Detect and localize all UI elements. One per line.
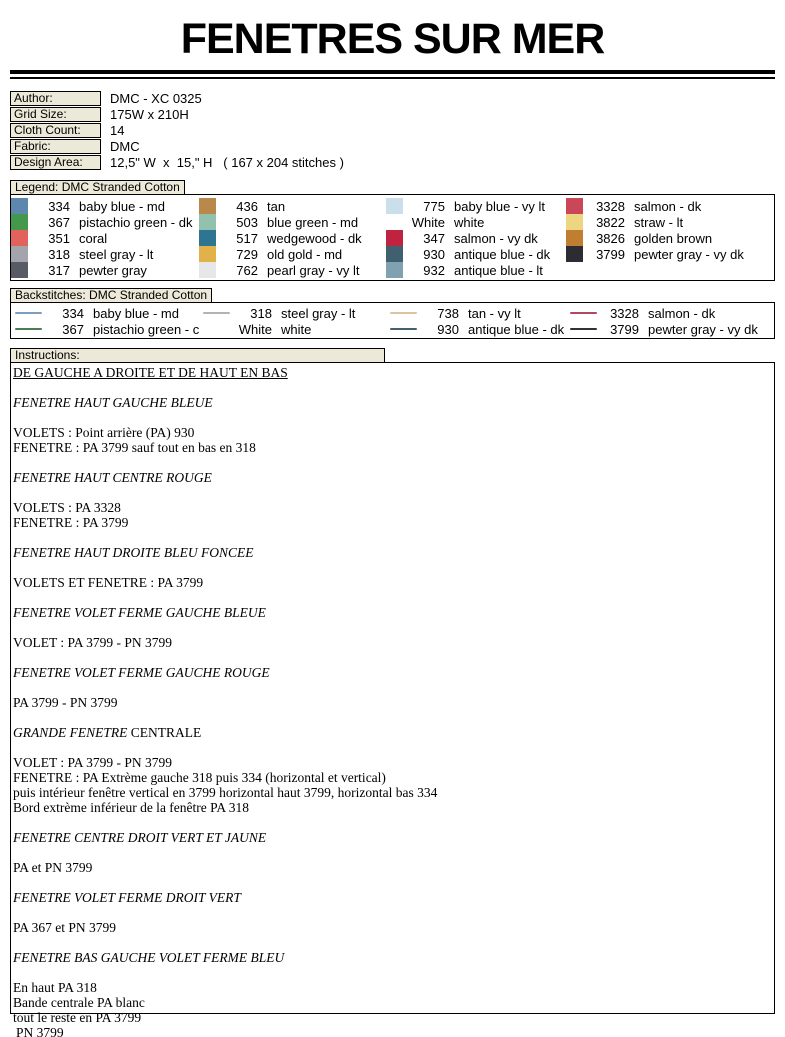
color-name: antique blue - lt [454,262,543,278]
legend-entry [199,198,386,214]
legend-column [11,305,199,337]
legend-section [0,180,785,281]
instruction-line: VOLETS : Point arrière (PA) 930 [13,425,195,440]
color-swatch [199,214,216,230]
metadata-row [10,107,785,122]
instruction-section [13,830,775,875]
color-code: 367 [48,214,70,230]
instruction-line: FENETRE : PA 3799 sauf tout en bas en 318 [13,440,256,455]
color-code: 318 [48,246,70,262]
title-divider [10,70,775,79]
metadata-row [10,123,785,138]
backstitch-line-swatch [390,328,417,330]
metadata-value: DMC - XC 0325 [110,91,202,106]
color-swatch [566,246,583,262]
legend-entry [11,262,199,278]
backstitch-line-swatch [203,328,230,330]
color-code: 762 [236,262,258,278]
backstitch-entry [566,321,774,337]
backstitch-line-swatch [390,312,417,314]
instruction-line: Bord extrème inférieur de la fenêtre PA 318 [13,800,250,815]
color-name: white [281,321,312,337]
legend-entry [199,262,386,278]
color-code: 503 [236,214,258,230]
metadata-table [10,91,785,170]
color-code: 932 [423,262,445,278]
color-code: 775 [423,198,445,214]
color-name: antique blue - dk [454,246,551,262]
color-name: pistachio green - c [93,321,200,337]
legend-entry [566,198,774,214]
instructions-section [0,348,785,1037]
color-name: old gold - md [267,246,343,262]
color-swatch [199,246,216,262]
instruction-section [13,470,775,530]
instruction-line: VOLET : PA 3799 - PN 3799 [13,755,173,770]
color-code: 729 [236,246,258,262]
color-swatch [386,262,403,278]
color-code: 334 [62,305,84,321]
color-name: pearl gray - vy lt [267,262,360,278]
color-code: 930 [437,321,459,337]
color-name: pewter gray [79,262,147,278]
legend-entry [11,198,199,214]
instructions-footer-line: PN 3799 [16,1025,64,1037]
legend-entry [11,230,199,246]
instruction-sections [13,395,775,1025]
color-name: pewter gray - vy dk [648,321,758,337]
color-code: 738 [437,305,459,321]
instruction-line: FENETRE : PA Extrème gauche 318 puis 334 (horizontal et vertical) [13,770,386,785]
instruction-line: VOLETS : PA 3328 [13,500,121,515]
backstitch-entry [199,305,386,321]
metadata-value: 14 [110,123,125,138]
legend-entry [199,230,386,246]
instruction-section-title: FENETRE VOLET FERME GAUCHE BLEUE [13,605,266,620]
color-swatch [566,198,583,214]
color-swatch [566,214,583,230]
metadata-row [10,155,785,170]
metadata-label: Author: [10,91,101,106]
color-swatch [199,262,216,278]
color-name: wedgewood - dk [267,230,362,246]
legend-entry [386,198,566,214]
instruction-line: tout le reste en PA 3799 [13,1010,142,1025]
backstitch-entry [11,305,199,321]
legend-entry [566,230,774,246]
color-code: 367 [62,321,84,337]
legend-entry [566,214,774,230]
color-name: blue green - md [267,214,359,230]
color-name: salmon - dk [634,198,702,214]
color-name: straw - lt [634,214,684,230]
legend-column [199,305,386,337]
instruction-line: VOLETS ET FENETRE : PA 3799 [13,575,204,590]
backstitch-entry [199,321,386,337]
instruction-section-title: GRANDE FENETRE CENTRALE [13,725,202,740]
color-code: 334 [48,198,70,214]
metadata-label: Cloth Count: [10,123,101,138]
color-code: 3799 [610,321,639,337]
instruction-section [13,605,775,650]
legend-entry [566,246,774,262]
instruction-line: VOLET : PA 3799 - PN 3799 [13,635,173,650]
instruction-line: En haut PA 318 [13,980,97,995]
instruction-section [13,545,775,590]
instruction-section-title: FENETRE BAS GAUCHE VOLET FERME BLEU [13,950,285,965]
color-code: 436 [236,198,258,214]
color-swatch [386,214,403,230]
color-swatch [199,230,216,246]
color-code: White [411,214,445,230]
legend-entry [386,214,566,230]
backstitches-box [10,302,775,339]
legend-column [11,198,199,278]
color-name: baby blue - md [79,198,165,214]
color-code: 930 [423,246,445,262]
instruction-section-title: FENETRE HAUT CENTRE ROUGE [13,470,212,485]
legend-column [566,198,774,278]
color-code: 318 [250,305,272,321]
legend-entry [386,246,566,262]
instruction-line: Bande centrale PA blanc [13,995,145,1010]
legend-column [386,198,566,278]
instruction-section [13,665,775,710]
color-name: steel gray - lt [281,305,356,321]
backstitch-entry [386,305,566,321]
metadata-label: Fabric: [10,139,101,154]
instructions-box [10,362,775,1037]
color-swatch [386,230,403,246]
metadata-value: 12,5" W x 15," H ( 167 x 204 stitches ) [110,155,344,170]
legend-header: Legend: DMC Stranded Cotton [10,180,185,195]
backstitch-line-swatch [570,328,597,330]
legend-entry [11,214,199,230]
backstitch-line-swatch [15,328,42,330]
metadata-row [10,91,785,106]
instruction-section [13,725,775,815]
backstitch-line-swatch [570,312,597,314]
backstitch-entry [11,321,199,337]
color-code: 317 [48,262,70,278]
color-name: baby blue - md [93,305,179,321]
legend-entry [386,230,566,246]
legend-entry [11,246,199,262]
color-name: tan - vy lt [468,305,521,321]
instruction-section-title: FENETRE HAUT GAUCHE BLEUE [13,395,213,410]
color-name: baby blue - vy lt [454,198,546,214]
color-swatch [11,246,28,262]
metadata-value: 175W x 210H [110,107,189,122]
color-swatch [11,230,28,246]
color-code: 3799 [596,246,625,262]
legend-entry [386,262,566,278]
color-swatch [386,198,403,214]
color-name: salmon - vy dk [454,230,538,246]
metadata-label: Design Area: [10,155,101,170]
metadata-value: DMC [110,139,140,154]
color-code: 3826 [596,230,625,246]
color-code: 3328 [596,198,625,214]
instruction-line: PA 367 et PN 3799 [13,920,117,935]
backstitches-section [0,288,785,339]
color-name: pewter gray - vy dk [634,246,744,262]
backstitches-header: Backstitches: DMC Stranded Cotton [10,288,212,303]
instruction-line: puis intérieur fenêtre vertical en 3799 horizontal haut 3799, horizontal bas 334 [13,785,438,800]
instruction-line: FENETRE : PA 3799 [13,515,129,530]
color-code: White [238,321,272,337]
instructions-intro: DE GAUCHE A DROITE ET DE HAUT EN BAS [13,365,288,380]
legend-column [199,198,386,278]
instruction-section [13,950,775,1025]
legend-box [10,194,775,281]
instruction-section-title: FENETRE VOLET FERME DROIT VERT [13,890,241,905]
legend-entry [199,214,386,230]
instruction-section-title: FENETRE VOLET FERME GAUCHE ROUGE [13,665,270,680]
backstitch-line-swatch [203,312,230,314]
color-swatch [11,214,28,230]
metadata-label: Grid Size: [10,107,101,122]
color-swatch [11,198,28,214]
instruction-section-title: FENETRE HAUT DROITE BLEU FONCEE [13,545,254,560]
instruction-line: PA et PN 3799 [13,860,93,875]
color-code: 347 [423,230,445,246]
color-code: 351 [48,230,70,246]
color-swatch [11,262,28,278]
metadata-row [10,139,785,154]
color-name: coral [79,230,108,246]
legend-column [386,305,566,337]
backstitch-line-swatch [15,312,42,314]
color-code: 3822 [596,214,625,230]
legend-entry [199,246,386,262]
color-name: steel gray - lt [79,246,154,262]
color-swatch [386,246,403,262]
color-name: antique blue - dk [468,321,565,337]
color-name: salmon - dk [648,305,716,321]
instruction-section-title: FENETRE CENTRE DROIT VERT ET JAUNE [13,830,267,845]
color-swatch [566,230,583,246]
color-name: tan [267,198,286,214]
instructions-header: Instructions: [10,348,385,363]
legend-column [566,305,774,337]
color-name: golden brown [634,230,713,246]
instruction-section [13,395,775,455]
color-code: 3328 [610,305,639,321]
instruction-line: PA 3799 - PN 3799 [13,695,118,710]
instruction-section [13,890,775,935]
color-name: white [454,214,485,230]
color-swatch [199,198,216,214]
backstitch-entry [386,321,566,337]
backstitch-entry [566,305,774,321]
color-name: pistachio green - dk [79,214,193,230]
color-code: 517 [236,230,258,246]
page-title: FENETRES SUR MER [180,15,605,63]
